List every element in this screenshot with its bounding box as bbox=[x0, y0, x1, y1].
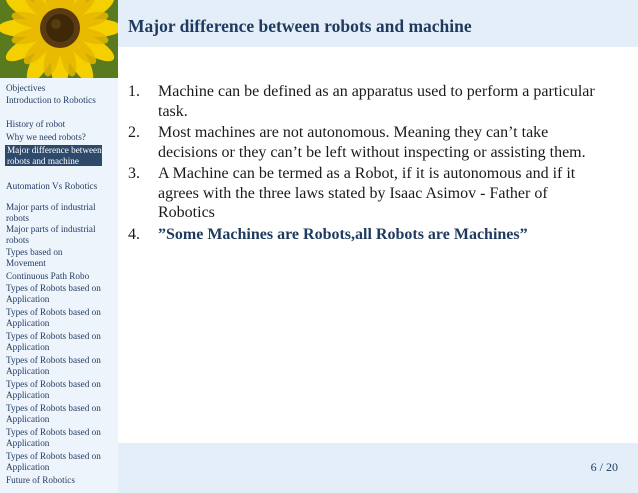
list-item bbox=[128, 164, 608, 223]
sidebar-item-types-movement[interactable]: Types based on Movement bbox=[6, 247, 63, 268]
sidebar-item-types-application-5[interactable]: Types of Robots based on Application bbox=[6, 379, 101, 400]
list-number: 2. bbox=[128, 124, 140, 141]
list-item bbox=[128, 123, 608, 162]
sidebar-item-types-application-8[interactable]: Types of Robots based on Application bbox=[6, 451, 101, 472]
list-text: Machine can be defined as an apparatus used to perform a particular task. bbox=[158, 83, 595, 120]
list-number: 1. bbox=[128, 83, 140, 100]
footer-band bbox=[118, 443, 638, 493]
list-number: 4. bbox=[128, 225, 140, 243]
list-text: A Machine can be termed as a Robot, if it is autonomous and if it agrees with the three laws stated by Isaac Asimov - Father of Robotics bbox=[158, 165, 576, 221]
list-item bbox=[128, 82, 608, 121]
sidebar-item-history[interactable]: History of robot bbox=[6, 119, 66, 129]
sidebar-item-why-robots[interactable]: Why we need robots? bbox=[6, 132, 86, 142]
sidebar-nav bbox=[0, 78, 118, 493]
page-number: 6 / 20 bbox=[590, 460, 618, 474]
sidebar-item-types-application-6[interactable]: Types of Robots based on Application bbox=[6, 403, 101, 424]
sidebar-item-types-application-1[interactable]: Types of Robots based on Application bbox=[6, 283, 101, 304]
slide-title: Major difference between robots and machine bbox=[128, 16, 472, 36]
list-text: Most machines are not autonomous. Meaning they can’t take decisions or they can’t be left without inspecting or assisting them. bbox=[158, 124, 586, 161]
header bbox=[0, 0, 638, 78]
sidebar-item-major-parts-1[interactable]: Major parts of industrial robots bbox=[6, 202, 96, 223]
sunflower-logo bbox=[0, 0, 118, 78]
list-item bbox=[128, 225, 608, 245]
sidebar-item-types-application-4[interactable]: Types of Robots based on Application bbox=[6, 355, 101, 376]
sidebar-item-future[interactable]: Future of Robotics bbox=[6, 475, 75, 485]
sidebar-item-continuous-path[interactable]: Continuous Path Robo bbox=[6, 271, 90, 281]
list-number: 3. bbox=[128, 165, 140, 182]
sidebar-item-automation[interactable]: Automation Vs Robotics bbox=[6, 181, 98, 191]
slide-content bbox=[128, 82, 608, 246]
sidebar-item-types-application-2[interactable]: Types of Robots based on Application bbox=[6, 307, 101, 328]
sidebar-item-major-parts-2[interactable]: Major parts of industrial robots bbox=[6, 224, 96, 245]
list-text: ”Some Machines are Robots,all Robots are Machines” bbox=[158, 225, 528, 243]
sidebar-item-major-difference[interactable]: Major difference between robots and machine bbox=[7, 145, 102, 166]
sidebar-item-objectives[interactable]: Objectives bbox=[6, 83, 46, 93]
sidebar-item-types-application-7[interactable]: Types of Robots based on Application bbox=[6, 427, 101, 448]
sidebar-item-introduction[interactable]: Introduction to Robotics bbox=[6, 95, 96, 105]
sidebar-item-types-application-3[interactable]: Types of Robots based on Application bbox=[6, 331, 101, 352]
